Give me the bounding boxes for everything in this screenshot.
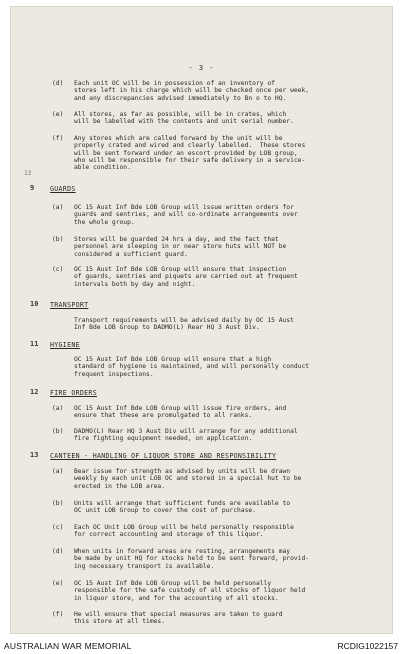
section-10-heading: TRANSPORT — [50, 301, 89, 309]
s13-d-label: (d) — [52, 548, 64, 555]
section-11-number: 11 — [30, 340, 39, 348]
s13-e-text: OC 15 Aust Inf Bde LOB Group will be held personally responsible for the safe custody of all stocks of liquor held in liquor store, and for the accounting of all stocks. — [74, 580, 306, 602]
item-e-text: All stores, as far as possible, will be in crates, which will be labelled with the contents and unit serial number. — [74, 111, 294, 126]
s13-a-text: Bear issue for strength as advised by units will be drawn weekly by each unit LOB OC and stored in a special hut to be erected in the LOB area. — [74, 468, 302, 490]
footer-archive-name: AUSTRALIAN WAR MEMORIAL — [4, 641, 132, 651]
s12-b-text: DADMO(L) Rear HQ 3 Aust Div will arrange for any additional fire fighting equipment needed, on application. — [74, 428, 298, 443]
s9-a-label: (a) — [52, 204, 64, 211]
section-9-heading: GUARDS — [50, 185, 76, 193]
item-f-text: Any stores which are called forward by the unit will be properly crated and wired and clearly labelled. These stores will be sent forward under an escort provided by LOB group, who will be responsible for their safe delivery in a service- able condition. — [74, 135, 306, 172]
document-page — [10, 6, 393, 634]
item-d-label: (d) — [52, 80, 64, 87]
footer-document-id: RCDIG1022157 — [337, 641, 398, 651]
page-number: - 3 - — [188, 64, 215, 72]
section-12-heading: FIRE ORDERS — [50, 389, 97, 397]
section-12-number: 12 — [30, 388, 39, 396]
s13-a-label: (a) — [52, 468, 64, 475]
s9-c-text: OC 15 Aust Inf Bde LOB Group will ensure that inspection of guards, sentries and piquets are carried out at frequent intervals both by day and night. — [74, 266, 298, 288]
s13-c-label: (c) — [52, 524, 64, 531]
s13-b-label: (b) — [52, 500, 64, 507]
section-11-heading: HYGIENE — [50, 341, 80, 349]
section-10-number: 10 — [30, 300, 39, 308]
s9-c-label: (c) — [52, 266, 64, 273]
s9-b-text: Stores will be guarded 24 hrs a day, and the fact that personnel are sleeping in or near store huts will NOT be considered a sufficient guard. — [74, 236, 287, 258]
s12-a-text: OC 15 Aust Inf Bde LOB Group will issue fire orders, and ensure that these are promulgated to all ranks. — [74, 405, 287, 420]
s13-b-text: Units will arrange that sufficient funds are available to OC unit LOB Group to cover the cost of purchase. — [74, 500, 291, 515]
section-11-body: OC 15 Aust Inf Bde LOB Group will ensure that a high standard of hygiene is maintained, and will personally conduct frequent inspections. — [74, 356, 310, 378]
s13-f-label: (f) — [52, 611, 64, 618]
item-d-text: Each unit OC will be in possession of an inventory of stores left in his charge which will be checked once per week, and any discrepancies advised immediately to Bn o to HQ. — [74, 80, 310, 102]
footer-bar — [0, 636, 402, 654]
section-13-number: 13 — [30, 451, 39, 459]
s12-b-label: (b) — [52, 428, 64, 435]
s9-b-label: (b) — [52, 236, 64, 243]
item-e-label: (e) — [52, 111, 64, 118]
s13-e-label: (e) — [52, 580, 64, 587]
section-9-number: 9 — [30, 184, 35, 192]
s12-a-label: (a) — [52, 405, 64, 412]
s13-d-text: When units in forward areas are resting, arrangements may be made by unit HQ for stocks held to be sent forward, provid- ing necessary transport is available. — [74, 548, 310, 570]
section-10-body: Transport requirements will be advised daily by OC 15 Aust Inf Bde LOB Group to DADMO(L) Rear HQ 3 Aust Div. — [74, 317, 294, 332]
s9-a-text: OC 15 Aust Inf Bde LOB Group will issue written orders for guards and sentries, and will co-ordinate arrangements over the whole group. — [74, 204, 298, 226]
s13-c-text: Each OC Unit LOB Group will be held personally responsible for correct accounting and storage of this liquor. — [74, 524, 294, 539]
section-13-heading: CANTEEN - HANDLING OF LIQUOR STORE AND RESPONSIBILITY — [50, 452, 277, 460]
s13-f-text: He will ensure that special measures are taken to guard this store at all times. — [74, 611, 283, 626]
item-f-label: (f) — [52, 135, 64, 142]
margin-mark: 13 — [24, 170, 32, 177]
